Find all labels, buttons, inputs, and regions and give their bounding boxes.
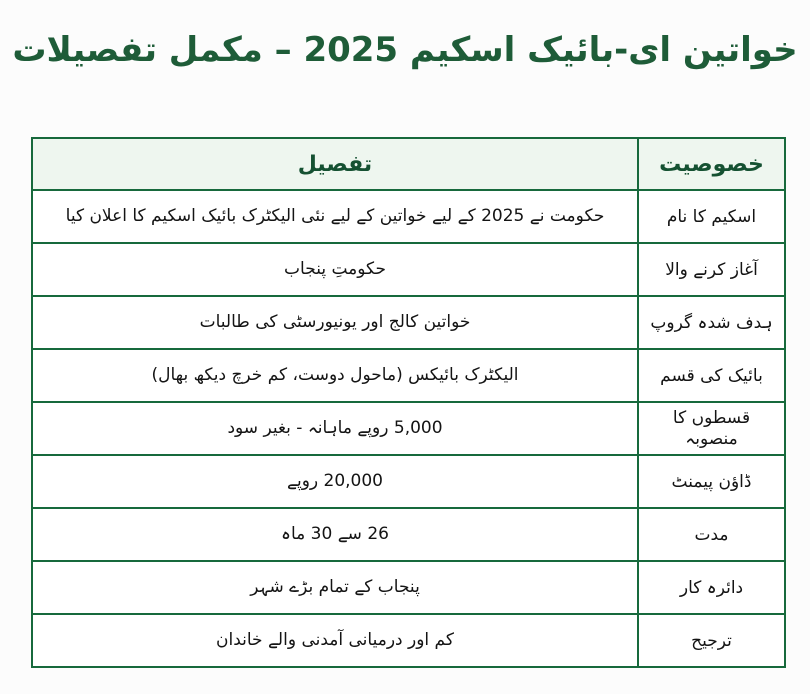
table-row [32,455,785,508]
table-row [32,614,785,667]
detail-cell: 20,000 روپے [32,455,638,508]
table-row [32,402,785,455]
feature-cell: بائیک کی قسم [638,349,785,402]
table-row [32,296,785,349]
feature-cell: ترجیح [638,614,785,667]
detail-cell: کم اور درمیانی آمدنی والے خاندان [32,614,638,667]
feature-cell: قسطوں کا منصوبہ [638,402,785,455]
feature-cell: دائرہ کار [638,561,785,614]
detail-cell: حکومتِ پنجاب [32,243,638,296]
table-row [32,243,785,296]
feature-cell: مدت [638,508,785,561]
table-row [32,349,785,402]
detail-cell: الیکٹرک بائیکس (ماحول دوست، کم خرچ دیکھ بھال) [32,349,638,402]
feature-column-header: خصوصیت [638,138,785,190]
scheme-details-table [31,137,786,668]
detail-cell: خواتین کالج اور یونیورسٹی کی طالبات [32,296,638,349]
detail-cell: 5,000 روپے ماہانہ - بغیر سود [32,402,638,455]
detail-column-header: تفصیل [32,138,638,190]
table-row [32,190,785,243]
page-title: خواتین ای-بائیک اسکیم 2025 – مکمل تفصیلات [12,30,798,70]
table-body [32,190,785,667]
feature-cell: ڈاؤن پیمنٹ [638,455,785,508]
table-row [32,508,785,561]
feature-cell: آغاز کرنے والا [638,243,785,296]
detail-cell: 26 سے 30 ماہ [32,508,638,561]
table-row [32,561,785,614]
detail-cell: پنجاب کے تمام بڑے شہر [32,561,638,614]
detail-cell: حکومت نے 2025 کے لیے خواتین کے لیے نئی الیکٹرک بائیک اسکیم کا اعلان کیا [32,190,638,243]
feature-cell: اسکیم کا نام [638,190,785,243]
table-header-row [32,138,785,190]
feature-cell: ہدف شدہ گروپ [638,296,785,349]
